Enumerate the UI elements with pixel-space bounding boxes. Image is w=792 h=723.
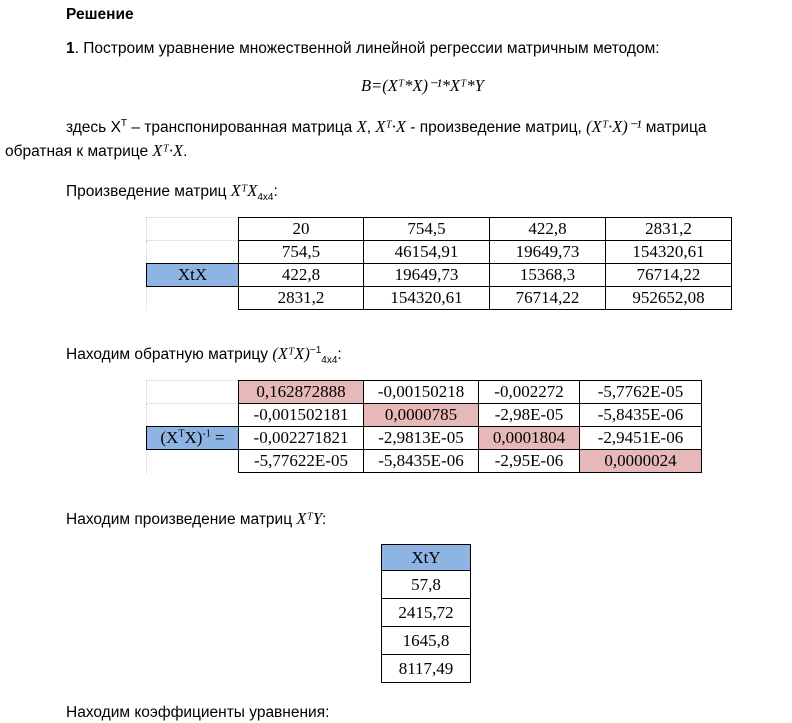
matrix-cell: 2831,2	[239, 287, 364, 310]
matrix-cell: -0,002271821	[239, 427, 364, 450]
coefficients-caption: Находим коэффициенты уравнения:	[66, 704, 330, 721]
explanation-text: обратная к матрице	[5, 143, 153, 160]
matrix-cell: -5,77622E-05	[239, 450, 364, 473]
explanation-text: матрица	[641, 119, 707, 136]
caption-text: Находим обратную матрицу	[66, 346, 273, 363]
matrix-cell: 154320,61	[606, 241, 732, 264]
caption-subscript: 4x4	[257, 192, 274, 204]
explanation-text: ,	[366, 119, 376, 136]
matrix-label: XtX	[147, 264, 239, 287]
matrix-cell: -2,9813E-05	[364, 427, 479, 450]
table-row	[382, 627, 471, 655]
matrix-cell: 422,8	[490, 218, 606, 241]
table-row	[147, 427, 702, 450]
vector-cell: 1645,8	[382, 627, 471, 655]
table-row	[382, 599, 471, 627]
diagonal-cell: 0,0001804	[479, 427, 580, 450]
matrix-cell: -0,002272	[479, 381, 580, 404]
matrix-cell: 422,8	[239, 264, 364, 287]
matrix-cell: -0,001502181	[239, 404, 364, 427]
inverse-matrix-symbol: (Xᵀ·X)⁻¹	[586, 117, 642, 136]
caption-text: :	[322, 511, 327, 528]
table-row	[147, 381, 702, 404]
caption-text: Произведение матриц	[66, 183, 231, 200]
solution-heading: Решение	[66, 6, 134, 23]
empty-cell	[147, 404, 239, 427]
matrix-cell: 754,5	[239, 241, 364, 264]
empty-cell	[147, 450, 239, 473]
explanation-line-1	[66, 117, 707, 137]
matrix-cell: 19649,73	[364, 264, 490, 287]
caption-math: XᵀY	[296, 509, 323, 528]
step-text: . Построим уравнение множественной линейной регрессии матричным методом:	[74, 40, 660, 57]
step-paragraph	[66, 40, 660, 58]
matrix-symbol: X	[356, 117, 367, 136]
matrix-cell: 19649,73	[490, 241, 606, 264]
xty-caption	[66, 509, 326, 529]
table-row	[147, 404, 702, 427]
matrix-cell: -5,8435E-06	[580, 404, 702, 427]
matrix-cell: 76714,22	[490, 287, 606, 310]
empty-cell	[147, 218, 239, 241]
matrix-cell: 76714,22	[606, 264, 732, 287]
matrix-cell: -2,95E-06	[479, 450, 580, 473]
table-row	[147, 241, 732, 264]
matrix-label	[147, 427, 239, 450]
diagonal-cell: 0,0000024	[580, 450, 702, 473]
matrix-cell: -2,9451E-06	[580, 427, 702, 450]
empty-cell	[147, 287, 239, 310]
diagonal-cell: 0,162872888	[239, 381, 364, 404]
matrix-product-symbol: Xᵀ·X	[152, 141, 184, 160]
xtx-matrix-table	[146, 217, 732, 310]
explanation-text: .	[183, 143, 188, 160]
transpose-superscript: T	[120, 117, 128, 129]
table-row	[147, 287, 732, 310]
matrix-cell: 46154,91	[364, 241, 490, 264]
table-row	[382, 571, 471, 599]
caption-subscript: 4x4	[321, 355, 338, 367]
step-number: 1	[66, 40, 75, 57]
table-row	[147, 450, 702, 473]
caption-math: (XᵀX)	[272, 344, 310, 363]
matrix-cell: -5,7762E-05	[580, 381, 702, 404]
explanation-text: – транспонированная матрица	[127, 119, 357, 136]
empty-cell	[147, 381, 239, 404]
table-row	[147, 218, 732, 241]
xtx-caption	[66, 181, 278, 204]
inverse-matrix-table	[146, 380, 702, 473]
explanation-text: - произведение матриц,	[405, 119, 587, 136]
inverse-caption	[66, 344, 342, 367]
label-text: (X	[160, 428, 179, 447]
vector-cell: 57,8	[382, 571, 471, 599]
label-text: X)	[184, 428, 203, 447]
table-row	[147, 264, 732, 287]
matrix-cell: 154320,61	[364, 287, 490, 310]
label-text: =	[210, 428, 225, 447]
label-superscript: T	[178, 428, 185, 440]
caption-text: Находим произведение матриц	[66, 511, 297, 528]
vector-cell: 8117,49	[382, 655, 471, 683]
vector-cell: 2415,72	[382, 599, 471, 627]
explanation-text: здесь X	[66, 119, 121, 136]
caption-text: :	[337, 346, 342, 363]
matrix-cell: 754,5	[364, 218, 490, 241]
label-superscript: -1	[202, 428, 211, 440]
regression-formula: B=(Xᵀ*X)⁻¹*Xᵀ*Y	[361, 76, 484, 95]
matrix-cell: 2831,2	[606, 218, 732, 241]
caption-text: :	[273, 183, 278, 200]
table-row	[382, 545, 471, 571]
caption-math: XᵀX	[230, 181, 258, 200]
matrix-cell: 15368,3	[490, 264, 606, 287]
empty-cell	[147, 241, 239, 264]
caption-superscript: −1	[309, 344, 322, 356]
matrix-cell: 20	[239, 218, 364, 241]
xty-vector-table	[381, 544, 471, 683]
matrix-cell: -5,8435E-06	[364, 450, 479, 473]
matrix-cell: 952652,08	[606, 287, 732, 310]
matrix-product-symbol: Xᵀ·X	[375, 117, 406, 136]
diagonal-cell: 0,0000785	[364, 404, 479, 427]
matrix-cell: -2,98E-05	[479, 404, 580, 427]
table-row	[382, 655, 471, 683]
vector-header: XtY	[382, 545, 471, 571]
explanation-line-2	[5, 141, 187, 161]
matrix-cell: -0,00150218	[364, 381, 479, 404]
